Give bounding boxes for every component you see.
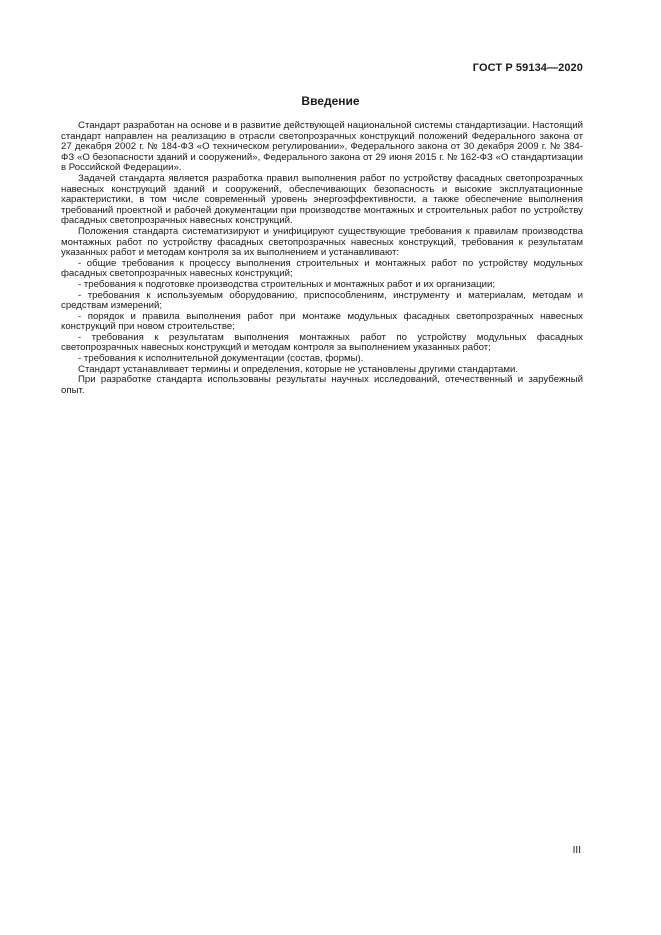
standard-code-header: ГОСТ Р 59134—2020 — [472, 62, 583, 74]
paragraph-basis: Стандарт разработан на основе и в развитие действующей национальной системы стандартизации. Настоящий стандарт направлен на реализацию в отрасли светопрозрачных конструкций положений Федерального закона от 27 декабря 2002 г. № 184-ФЗ «О техническом регулировании», Федерального закона от 30 декабря 2009 г. № 384-ФЗ «О безопасности зданий и сооружений», Федерального закона от 29 июня 2015 г. № 162-ФЗ «О стандартизации в Российской Федерации». — [61, 120, 583, 174]
list-item-work-procedure: - порядок и правила выполнения работ при монтаже модульных фасадных светопрозрачных навесных конструкций при новом строительстве; — [61, 310, 583, 333]
paragraph-provisions: Положения стандарта систематизируют и унифицируют существующие требования к правилам производства монтажных работ по устройству фасадных светопрозрачных навесных конструкций, требования к результатам указанных работ и методам контроля за их выполнением и устанавливают: — [61, 225, 583, 259]
list-item-preparation-requirements: - требования к подготовке производства строительных и монтажных работ и их организации; — [78, 278, 496, 290]
section-title: Введение — [301, 94, 360, 108]
paragraph-objective: Задачей стандарта является разработка правил выполнения работ по устройству фасадных светопрозрачных навесных конструкций зданий и сооружений, обеспечивающих безопасность и высокие эксплуатационные характеристики, в том числе современный уровень энергоэффективности, а также обеспечение выполнения требований проектной и рабочей документации при производстве монтажных и строительных работ по устройству фасадных светопрозрачных навесных конструкций. — [61, 172, 583, 227]
introduction-body — [61, 121, 583, 396]
page-number: III — [572, 845, 581, 856]
list-item-result-requirements: - требования к результатам выполнения монтажных работ по устройству модульных фасадных светопрозрачных навесных конструкций и методам контроля за выполнением указанных работ; — [61, 331, 583, 354]
list-item-equipment-requirements: - требования к используемым оборудованию, приспособлениям, инструменту и материалам, методам и средствам измерений; — [61, 289, 583, 312]
paragraph-terms: Стандарт устанавливает термины и определения, которые не установлены другими стандартами. — [78, 363, 518, 375]
list-item-documentation-requirements: - требования к исполнительной документации (состав, формы). — [78, 353, 364, 365]
list-item-general-requirements: - общие требования к процессу выполнения строительных и монтажных работ по устройству модульных фасадных светопрозрачных навесных конструкций; — [61, 257, 583, 280]
paragraph-research: При разработке стандарта использованы результаты научных исследований, отечественный и зарубежный опыт. — [61, 374, 583, 396]
